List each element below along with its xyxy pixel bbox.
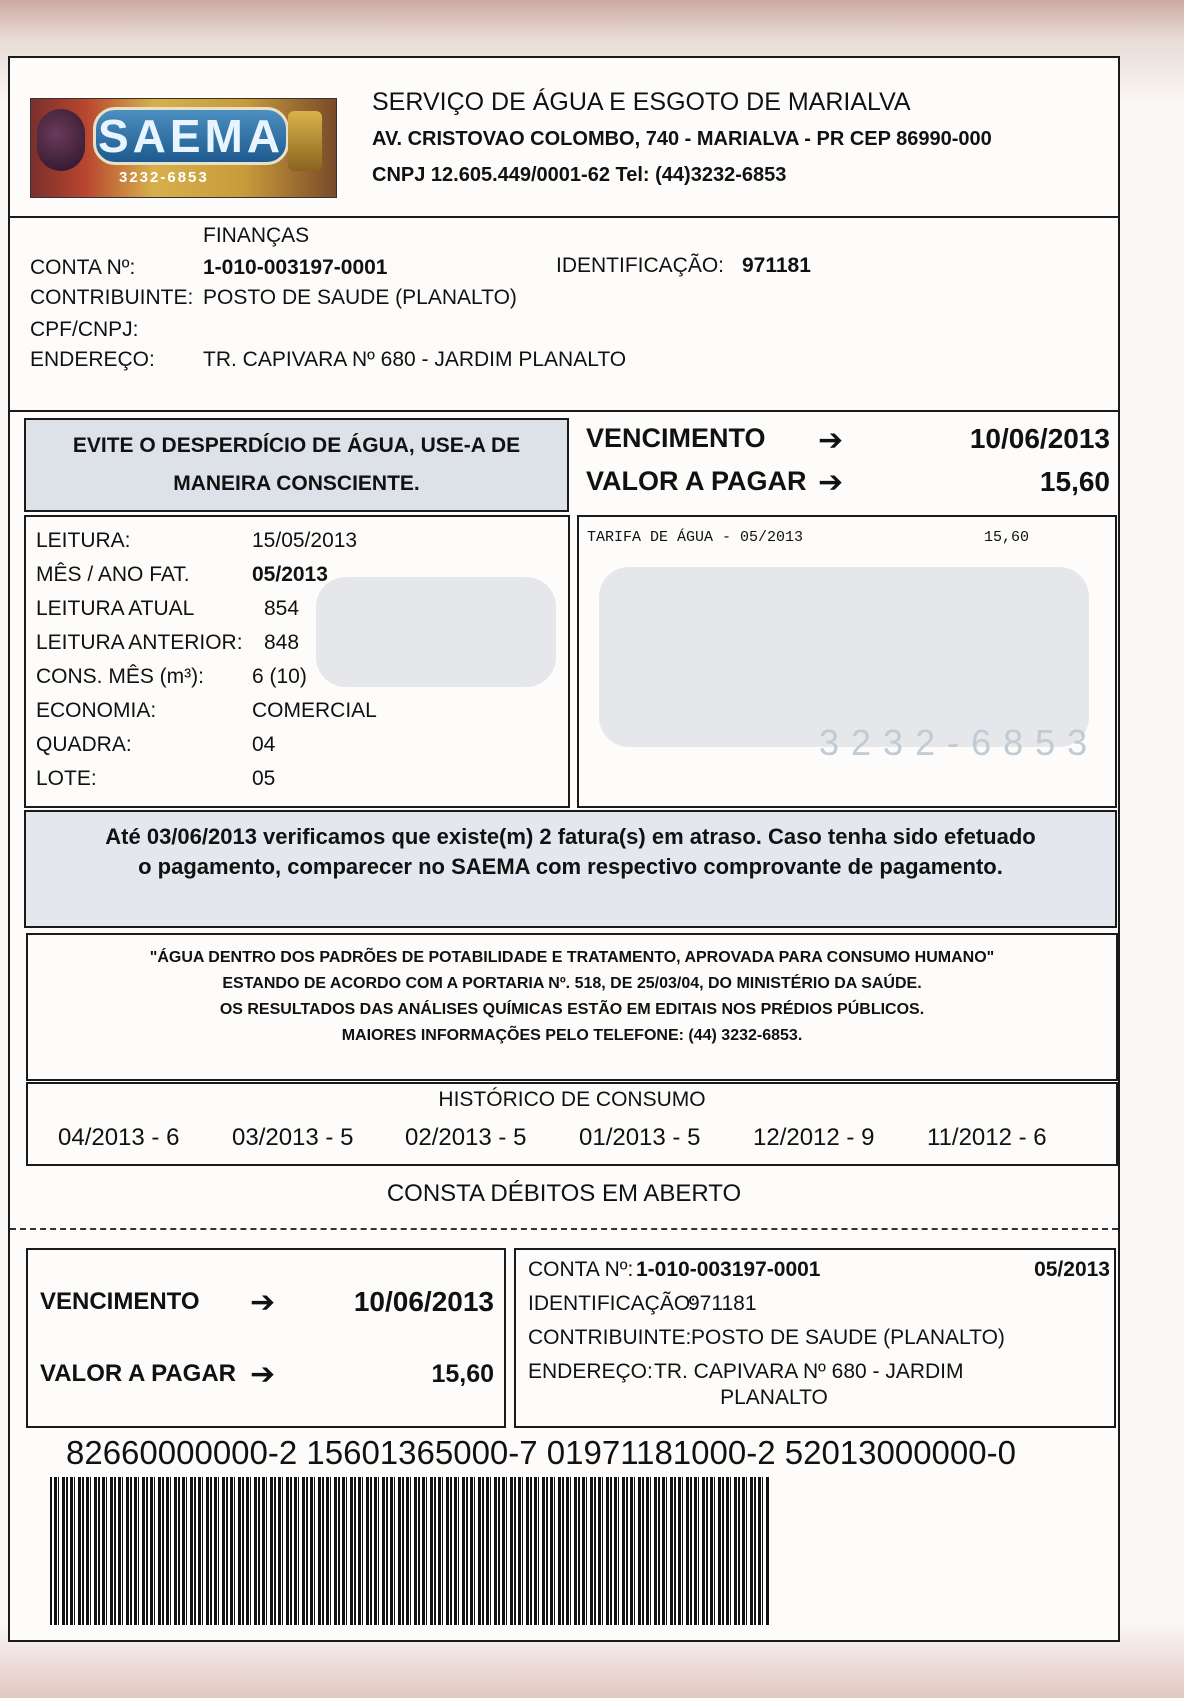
quality-line1: "ÁGUA DENTRO DOS PADRÕES DE POTABILIDADE E TRATAMENTO, APROVADA PARA CONSUMO HUMANO" [149, 949, 995, 966]
valor-value: 15,60 [1039, 466, 1110, 497]
reading-value: 854 [264, 597, 300, 620]
notice-line1: EVITE O DESPERDÍCIO DE ÁGUA, USE-A DE [72, 434, 521, 457]
reading-label: LOTE: [36, 767, 97, 790]
reading-box [24, 515, 570, 808]
stub-identificacao-value: 971181 [688, 1292, 757, 1315]
overdue-message [24, 810, 1117, 928]
company-name: SERVIÇO DE ÁGUA E ESGOTO DE MARIALVA [372, 88, 911, 116]
divider [10, 410, 1118, 412]
quality-line4: MAIORES INFORMAÇÕES PELO TELEFONE: (44) 3232-6853. [341, 1027, 803, 1044]
stub-endereco-label: ENDEREÇO: [528, 1360, 653, 1383]
reading-label: ECONOMIA: [36, 699, 157, 722]
department: FINANÇAS [203, 224, 310, 247]
history-item: 04/2013 - 6 [58, 1124, 180, 1151]
cpf-label: CPF/CNPJ: [30, 318, 139, 341]
identificacao-label: IDENTIFICAÇÃO: [556, 254, 725, 277]
notice-line2: MANEIRA CONSCIENTE. [173, 472, 420, 495]
conta-label: CONTA Nº: [30, 256, 136, 279]
stub-valor-value: 15,60 [431, 1360, 494, 1388]
stub-contribuinte-label: CONTRIBUINTE: [528, 1326, 692, 1349]
debits-notice: CONSTA DÉBITOS EM ABERTO [386, 1180, 742, 1207]
reading-value: 15/05/2013 [252, 529, 358, 552]
history-item: 03/2013 - 5 [232, 1124, 354, 1151]
barcode-number: 82660000000-2 15601365000-7 01971181000-2 52013000000-0 [66, 1434, 1016, 1471]
arrow-right-icon: ➔ [250, 1358, 276, 1391]
reading-value: 05/2013 [252, 563, 328, 586]
stub-endereco-value: TR. CAPIVARA Nº 680 - JARDIM [654, 1360, 964, 1383]
stub-due-box [26, 1248, 506, 1428]
company-cnpj-phone: CNPJ 12.605.449/0001-62 Tel: (44)3232-6853 [372, 164, 787, 186]
logo-word: SAEMA [93, 107, 289, 165]
stub-identificacao-label: IDENTIFICAÇÃO: [528, 1292, 697, 1315]
stub-vencimento-value: 10/06/2013 [353, 1286, 494, 1317]
reading-label: LEITURA ATUAL [36, 597, 195, 620]
contribuinte-label: CONTRIBUINTE: [30, 286, 194, 309]
endereco-label: ENDEREÇO: [30, 348, 155, 371]
valor-label: VALOR A PAGAR [586, 466, 807, 496]
logo-phone: 3232-6853 [119, 169, 209, 186]
water-quality-box [26, 933, 1118, 1081]
reading-value: 05 [252, 767, 276, 790]
reading-label: CONS. MÊS (m³): [36, 665, 204, 688]
header-box [10, 58, 1118, 218]
history-item: 12/2012 - 9 [753, 1124, 875, 1151]
contribuinte-value: POSTO DE SAUDE (PLANALTO) [203, 286, 517, 309]
history-item: 11/2012 - 6 [927, 1124, 1047, 1151]
stub-contribuinte-value: POSTO DE SAUDE (PLANALTO) [691, 1326, 1005, 1349]
stub-endereco-value-line2: PLANALTO [720, 1386, 828, 1409]
endereco-value: TR. CAPIVARA Nº 680 - JARDIM PLANALTO [203, 348, 627, 371]
reading-value: 04 [252, 733, 276, 756]
history-item: 02/2013 - 5 [405, 1124, 527, 1151]
watermark-logo [316, 577, 556, 687]
payment-barcode [50, 1477, 770, 1625]
conservation-notice [24, 418, 569, 512]
vencimento-value: 10/06/2013 [969, 423, 1110, 454]
stub-account-box [514, 1248, 1116, 1428]
vencimento-label: VENCIMENTO [586, 423, 766, 453]
charges-box [577, 515, 1117, 808]
quality-line3: OS RESULTADOS DAS ANÁLISES QUÍMICAS ESTÃO EM EDITAIS NOS PRÉDIOS PÚBLICOS. [219, 1001, 925, 1018]
reading-label: LEITURA ANTERIOR: [36, 631, 243, 654]
reading-label: LEITURA: [36, 529, 131, 552]
arrow-right-icon: ➔ [818, 466, 844, 499]
charge-amount: 15,60 [984, 529, 1030, 546]
reading-value: COMERCIAL [252, 699, 377, 722]
grapes-icon [37, 109, 85, 171]
stub-vencimento-label: VENCIMENTO [40, 1288, 200, 1315]
overdue-line2: o pagamento, comparecer no SAEMA com respectivo comprovante de pagamento. [138, 854, 1003, 879]
reading-value: 6 (10) [252, 665, 307, 688]
watermark-phone: 3232-6853 [819, 722, 1100, 763]
reading-label: MÊS / ANO FAT. [36, 563, 190, 586]
stub-ref-month: 05/2013 [1034, 1258, 1110, 1281]
conta-value: 1-010-003197-0001 [203, 256, 388, 279]
overdue-line1: Até 03/06/2013 verificamos que existe(m) 2 fatura(s) em atraso. Caso tenha sido efetuado [105, 824, 1036, 849]
faucet-icon [288, 111, 322, 171]
saema-logo [30, 98, 337, 198]
history-item: 01/2013 - 5 [579, 1124, 701, 1151]
reading-label: QUADRA: [36, 733, 132, 756]
company-address: AV. CRISTOVAO COLOMBO, 740 - MARIALVA - PR CEP 86990-000 [372, 128, 992, 150]
identificacao-value: 971181 [742, 254, 811, 277]
reading-value: 848 [264, 631, 300, 654]
arrow-right-icon: ➔ [818, 424, 844, 457]
arrow-right-icon: ➔ [250, 1286, 276, 1319]
history-title: HISTÓRICO DE CONSUMO [438, 1088, 706, 1111]
watermark-logo [599, 567, 1089, 747]
cut-line [10, 1228, 1118, 1230]
quality-line2: ESTANDO DE ACORDO COM A PORTARIA Nº. 518, DE 25/03/04, DO MINISTÉRIO DA SAÚDE. [222, 975, 922, 992]
charge-item: TARIFA DE ÁGUA - 05/2013 [587, 529, 804, 546]
stub-valor-label: VALOR A PAGAR [40, 1360, 236, 1387]
stub-conta-label: CONTA Nº: [528, 1258, 634, 1281]
stub-conta-value: 1-010-003197-0001 [636, 1258, 821, 1281]
water-bill [8, 56, 1120, 1642]
consumption-history [26, 1082, 1118, 1166]
